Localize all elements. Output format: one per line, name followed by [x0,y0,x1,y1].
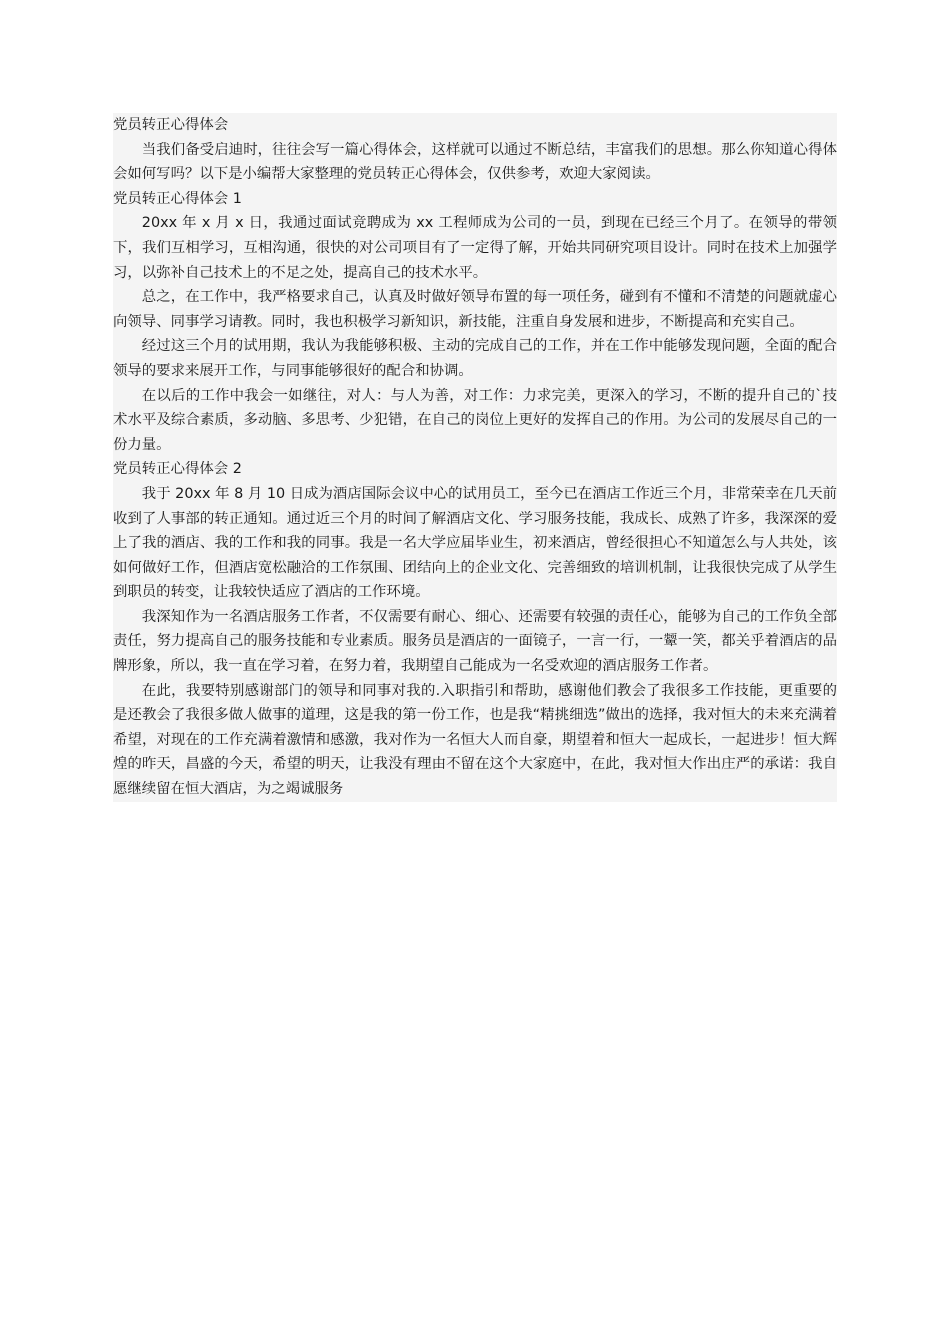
section-1-paragraph-2: 总之，在工作中，我严格要求自己，认真及时做好领导布置的每一项任务，碰到有不懂和不清楚的问题就虚心向领导、同事学习请教。同时，我也积极学习新知识，新技能，注重自身发展和进步，不断提高和充实自己。 [113,289,837,330]
section-2-heading: 党员转正心得体会 2 [113,461,242,478]
section-1-paragraph-4: 在以后的工作中我会一如继往，对人：与人为善，对工作：力求完美，更深入的学习，不断的提升自己的`技术水平及综合素质，多动脑、多思考、少犯错，在自己的岗位上更好的发挥自己的作用。为公司的发展尽自己的一份力量。 [113,387,837,453]
document-title: 党员转正心得体会 [113,117,229,133]
document-page [113,113,837,802]
section-1-paragraph-3: 经过这三个月的试用期，我认为我能够积极、主动的完成自己的工作，并在工作中能够发现问题，全面的配合领导的要求来展开工作，与同事能够很好的配合和协调。 [113,338,837,379]
section-1-heading: 党员转正心得体会 1 [113,190,242,207]
section-1-paragraph-1: 20xx 年 x 月 x 日，我通过面试竞聘成为 xx 工程师成为公司的一员，到现在已经三个月了。在领导的带领下，我们互相学习，互相沟通，很快的对公司项目有了一定得了解，开始共同研究项目设计。同时在技术上加强学习，以弥补自己技术上的不足之处，提高自己的技术水平。 [113,215,837,281]
section-2-paragraph-2: 我深知作为一名酒店服务工作者，不仅需要有耐心、细心、还需要有较强的责任心，能够为自己的工作负全部责任，努力提高自己的服务技能和专业素质。服务员是酒店的一面镜子，一言一行，一颦一笑，都关乎着酒店的品牌形象，所以，我一直在学习着，在努力着，我期望自己能成为一名受欢迎的酒店服务工作者。 [113,608,837,675]
section-2-paragraph-1: 我于 20xx 年 8 月 10 日成为酒店国际会议中心的试用员工，至今已在酒店工作近三个月，非常荣幸在几天前收到了人事部的转正通知。通过近三个月的时间了解酒店文化、学习服务技能，我成长、成熟了许多，我深深的爱上了我的酒店、我的工作和我的同事。我是一名大学应届毕业生，初来酒店，曾经很担心不知道怎么与人共处，该如何做好工作，但酒店宽松融洽的工作氛围、团结向上的企业文化、完善细致的培训机制，让我很快完成了从学生到职员的转变，让我较快适应了酒店的工作环境。 [113,485,837,601]
intro-paragraph: 当我们备受启迪时，往往会写一篇心得体会，这样就可以通过不断总结，丰富我们的思想。那么你知道心得体会如何写吗？以下是小编帮大家整理的党员转正心得体会，仅供参考，欢迎大家阅读。 [113,141,837,183]
section-2-paragraph-3: 在此，我要特别感谢部门的领导和同事对我的.入职指引和帮助，感谢他们教会了我很多工作技能，更重要的是还教会了我很多做人做事的道理，这是我的第一份工作，也是我“精挑细选”做出的选择，我对恒大的未来充满着希望，对现在的工作充满着激情和感激，我对作为一名恒大人而自豪，期望着和恒大一起成长，一起进步！恒大辉煌的昨天，昌盛的今天，希望的明天，让我没有理由不留在这个大家庭中，在此，我对恒大作出庄严的承诺：我自愿继续留在恒大酒店，为之竭诚服务 [113,682,837,798]
